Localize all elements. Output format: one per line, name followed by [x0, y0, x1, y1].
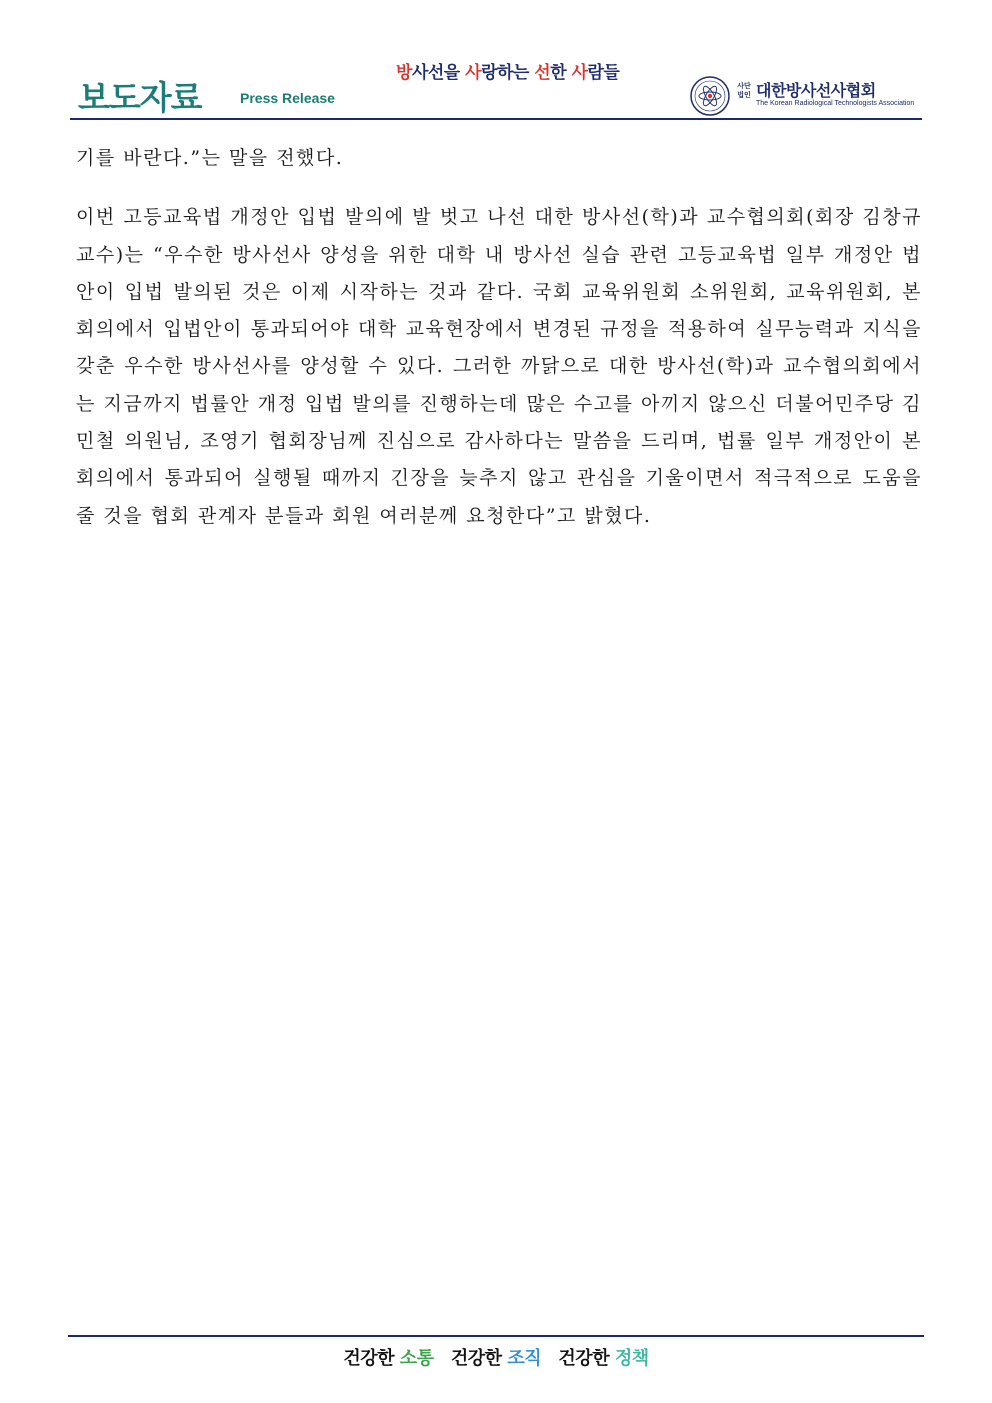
- slogan-text: 람들: [587, 63, 620, 83]
- footer-slogan: [0, 1344, 992, 1370]
- slogan-highlight: 사: [571, 63, 588, 83]
- slogan-highlight: 사: [465, 63, 482, 83]
- slogan-text: 랑하는: [481, 63, 535, 83]
- slogan: [396, 58, 619, 83]
- footer-word-policy: 정책: [614, 1348, 649, 1369]
- org-tag: 사단 법인: [737, 82, 751, 99]
- atom-emblem-icon: [690, 76, 730, 116]
- press-release-title: 보도자료: [78, 78, 202, 117]
- slogan-highlight: 선: [534, 63, 551, 83]
- document-header: [70, 52, 922, 120]
- org-name: 대한방사선사협회: [756, 81, 876, 100]
- footer-word-communication: 소통: [399, 1348, 434, 1369]
- article-body: [76, 140, 922, 535]
- slogan-text: 한: [550, 63, 572, 83]
- slogan-highlight: 방: [396, 63, 412, 83]
- footer-word-organization: 조직: [507, 1348, 542, 1369]
- footer-word: 건강한: [450, 1348, 502, 1369]
- footer-divider: [68, 1335, 924, 1337]
- org-name-english: The Korean Radiological Technologists Association: [756, 100, 915, 107]
- org-logo: [690, 76, 922, 116]
- header-divider: [70, 118, 922, 120]
- paragraph: 기를 바란다.”는 말을 전했다.: [76, 147, 344, 169]
- footer-word: 건강한: [343, 1348, 394, 1369]
- paragraph: 이번 고등교육법 개정안 입법 발의에 발 벗고 나선 대한 방사선(학)과 교수협의회(회장 김창규 교수)는 “우수한 방사선사 양성을 위한 대학 내 방사선 실습 관련 고등교육법 일부 개정안 법안이 입법 발의된 것은 이제 시작하는 것과 같다. 국회 교육위원회 소위원회, 교육위원회, 본 회의에서 입법안이 통과되어야 대학 교육현장에서 변경된 규정을 적용하여 실무능력과 지식을 갖춘 우수한 방사선사를 양성할 수 있다. 그러한 까닭으로 대한 방사선(학)과 교수협의회에서는 지금까지 법률안 개정 입법 발의를 진행하는데 많은 수고를 아끼지 않으신 더불어민주당 김민철 의원님, 조영기 협회장님께 진심으로 감사하다는 말씀을 드리며, 법률 일부 개정안이 본 회의에서 통과되어 실행될 때까지 긴장을 늦추지 않고 관심을 기울이면서 적극적으로 도움을 줄 것을 협회 관계자 분들과 회원 여러분께 요청한다”고 밝혔다.: [76, 206, 922, 527]
- slogan-text: 사선을: [411, 63, 466, 83]
- press-release-subtitle: Press Release: [240, 90, 335, 106]
- footer-word: 건강한: [558, 1348, 610, 1369]
